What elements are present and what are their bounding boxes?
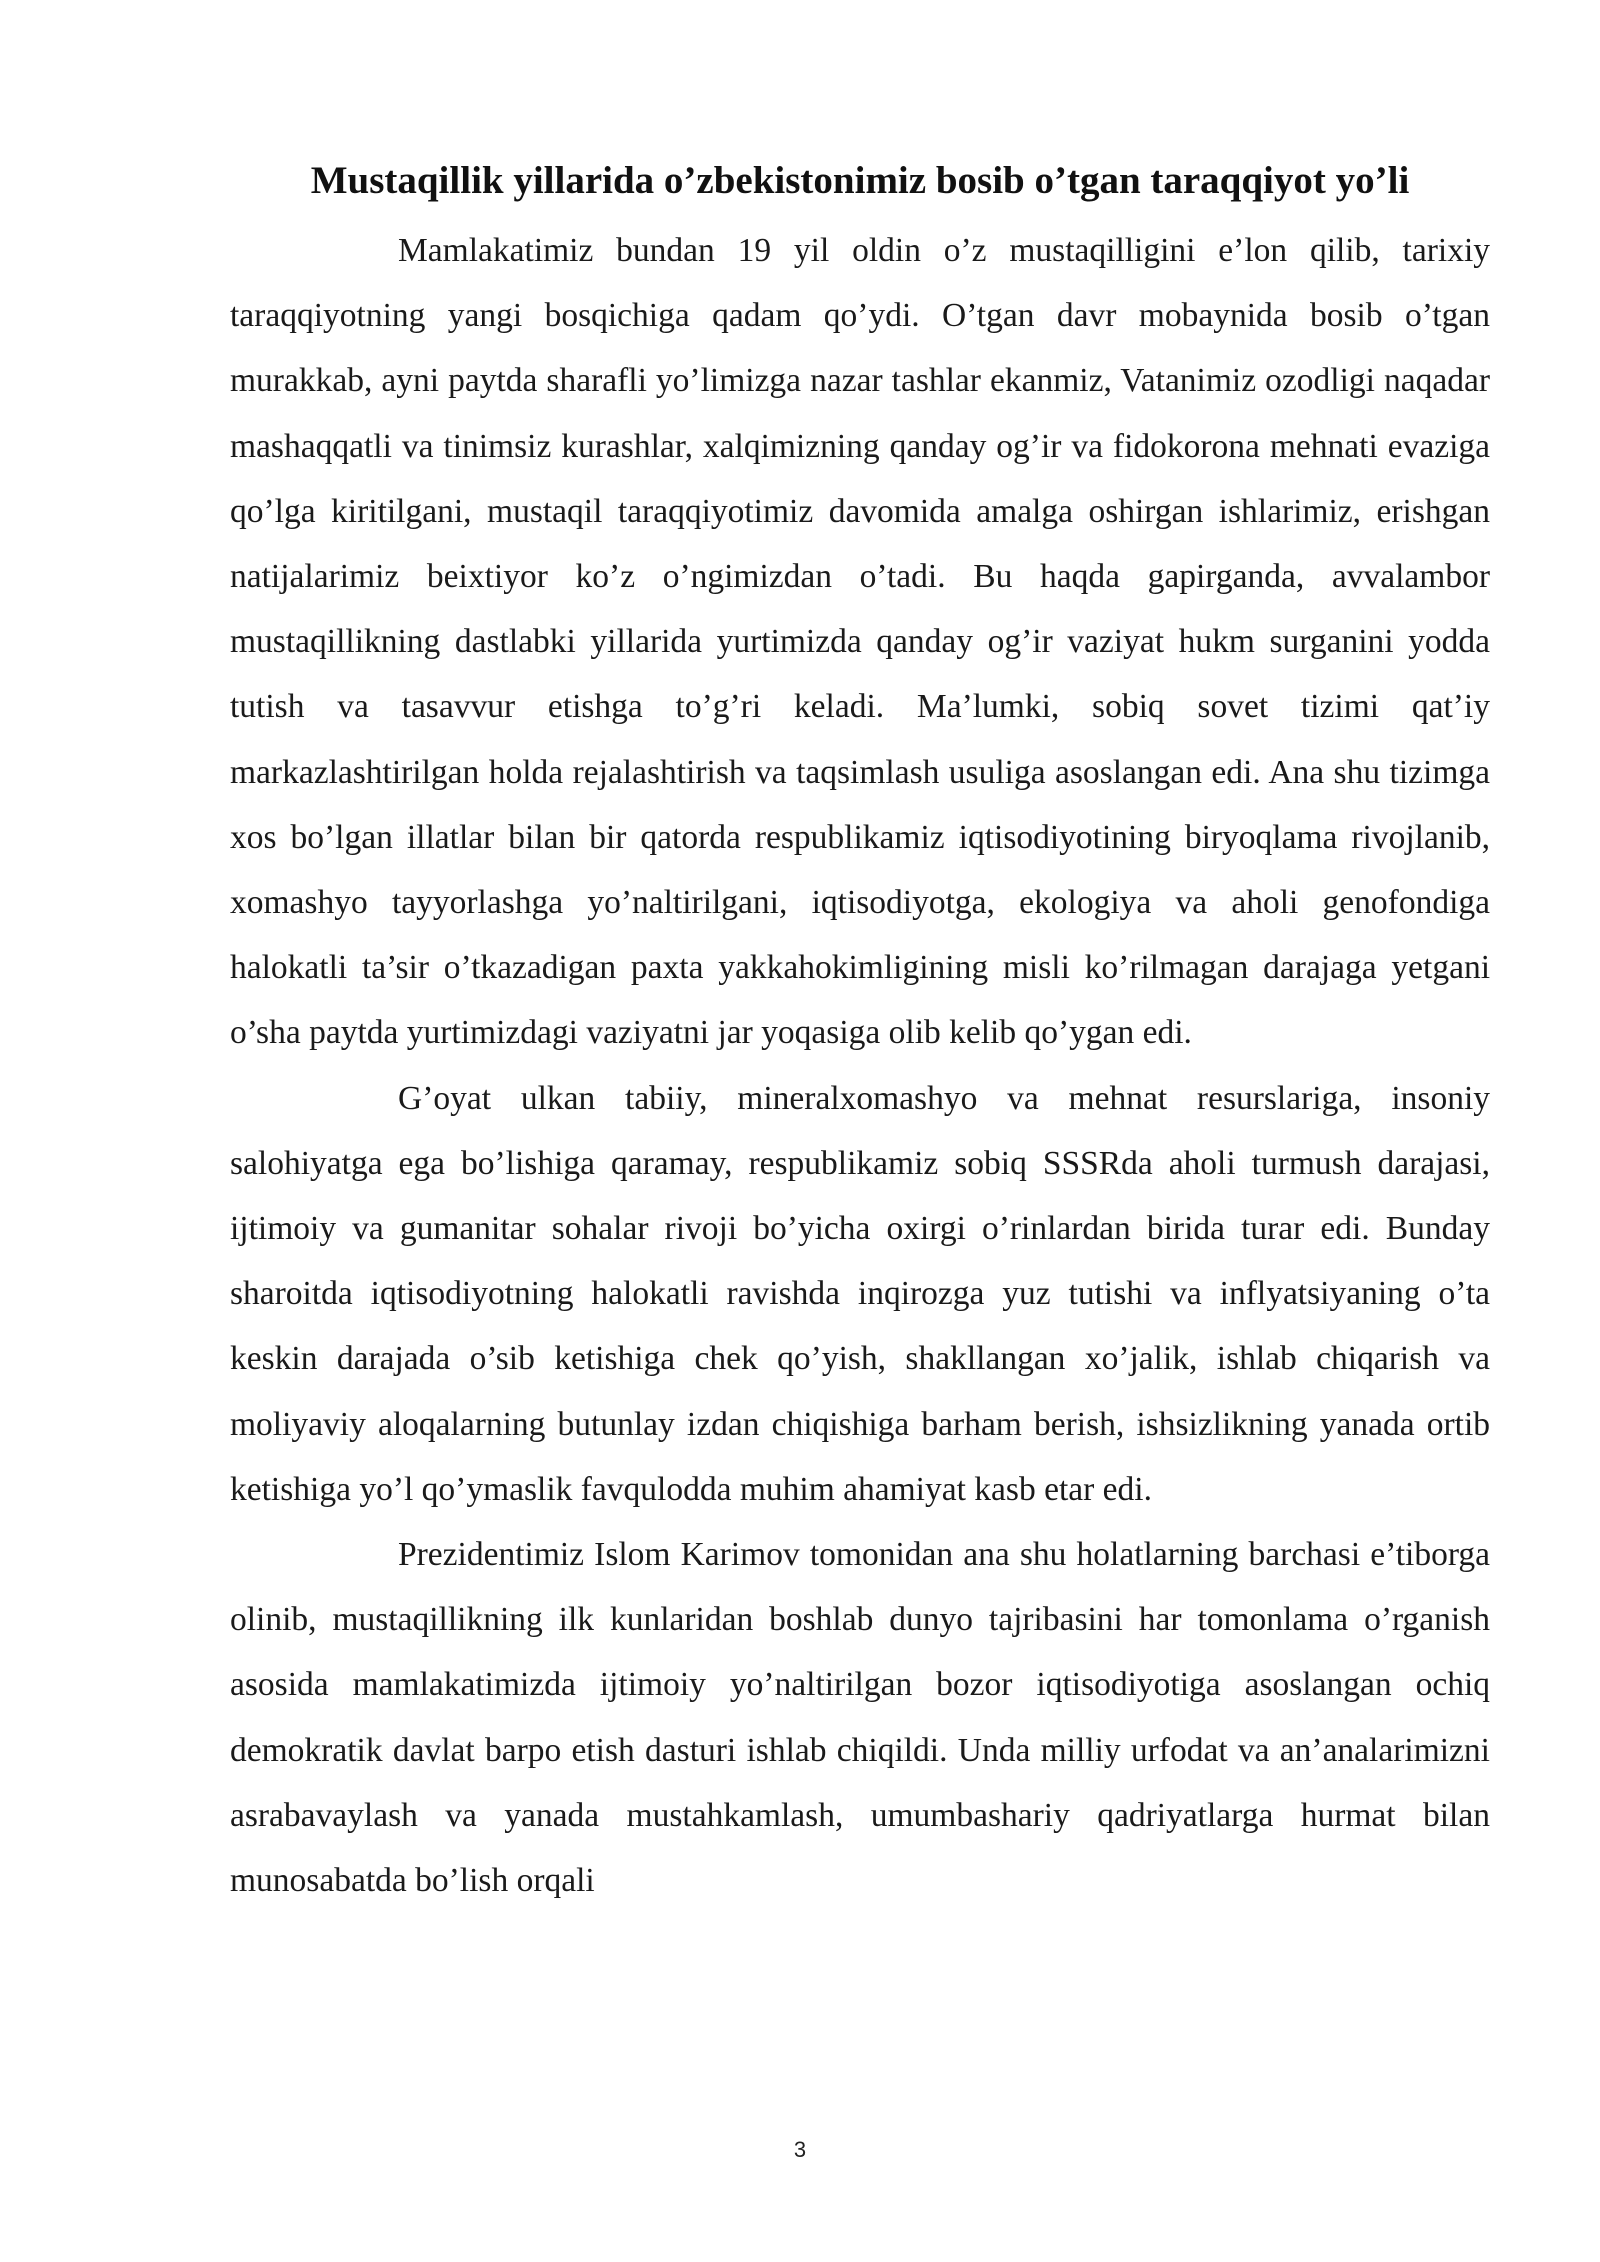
paragraph-3: Prezidentimiz Islom Karimov tomonidan ana shu holatlarning barchasi e’tiborga olinib, mustaqillikning ilk kunlaridan boshlab dunyo tajribasini har tomonlama o’rganish asosida mamlakatimizda ijtimoiy yo’naltirilgan bozor iqtisodiyotiga asoslangan ochiq demokratik davlat barpo etish dasturi ishlab chiqildi. Unda milliy urfodat va an’analarimizni asrabavaylash va yanada mustahkamlash, umumbashariy qadriyatlarga hurmat bilan munosabatda bo’lish orqali (230, 1536, 1490, 1900)
paragraph-2: G’oyat ulkan tabiiy, mineralxomashyo va mehnat resurslariga, insoniy salohiyatga ega bo’lishiga qaramay, respublikamiz sobiq SSSRda aholi turmush darajasi, ijtimoiy va gumanitar sohalar rivoji bo’yicha oxirgi o’rinlardan birida turar edi. Bunday sharoitda iqtisodiyotning halokatli ravishda inqirozga yuz tutishi va inflyatsiyaning o’ta keskin darajada o’sib ketishiga chek qo’yish, shakllangan xo’jalik, ishlab chiqarish va moliyaviy aloqalarning butunlay izdan chiqishiga barham berish, ishsizlikning yanada ortib ketishiga yo’l qo’ymaslik favqulodda muhim ahamiyat kasb etar edi. (230, 1079, 1490, 1508)
document-title: Mustaqillik yillarida o’zbekistonimiz bosib o’tgan taraqqiyot yo’li (310, 159, 1410, 202)
paragraph-1: Mamlakatimiz bundan 19 yil oldin o’z mustaqilligini e’lon qilib, tarixiy taraqqiyotning yangi bosqichiga qadam qo’ydi. O’tgan davr mobaynida bosib o’tgan murakkab, ayni paytda sharafli yo’limizga nazar tashlar ekanmiz, Vatanimiz ozodligi naqadar mashaqqatli va tinimsiz kurashlar, xalqimizning qanday og’ir va fidokorona mehnati evaziga qo’lga kiritilgani, mustaqil taraqqiyotimiz davomida amalga oshirgan ishlarimiz, erishgan natijalarimiz beixtiyor ko’z o’ngimizdan o’tadi. Bu haqda gapirganda, avvalambor mustaqillikning dastlabki yillarida yurtimizda qanday og’ir vaziyat hukm surganini yodda tutish va tasavvur etishga to’g’ri keladi. Ma’lumki, sobiq sovet tizimi qat’iy markazlashtirilgan holda rejalashtirish va taqsimlash usuliga asoslangan edi. Ana shu tizimga xos bo’lgan illatlar bilan bir qatorda respublikamiz iqtisodiyotining biryoqlama rivojlanib, xomashyo tayyorlashga yo’naltirilgani, iqtisodiyotga, ekologiya va aholi genofondiga halokatli ta’sir o’tkazadigan paxta yakkahokimligining misli ko’rilmagan darajaga yetgani o’sha paytda yurtimizdagi vaziyatni jar yoqasiga olib kelib qo’ygan edi. (230, 232, 1490, 1052)
page-number: 3 (793, 2137, 807, 2162)
document-body (230, 218, 1490, 1913)
